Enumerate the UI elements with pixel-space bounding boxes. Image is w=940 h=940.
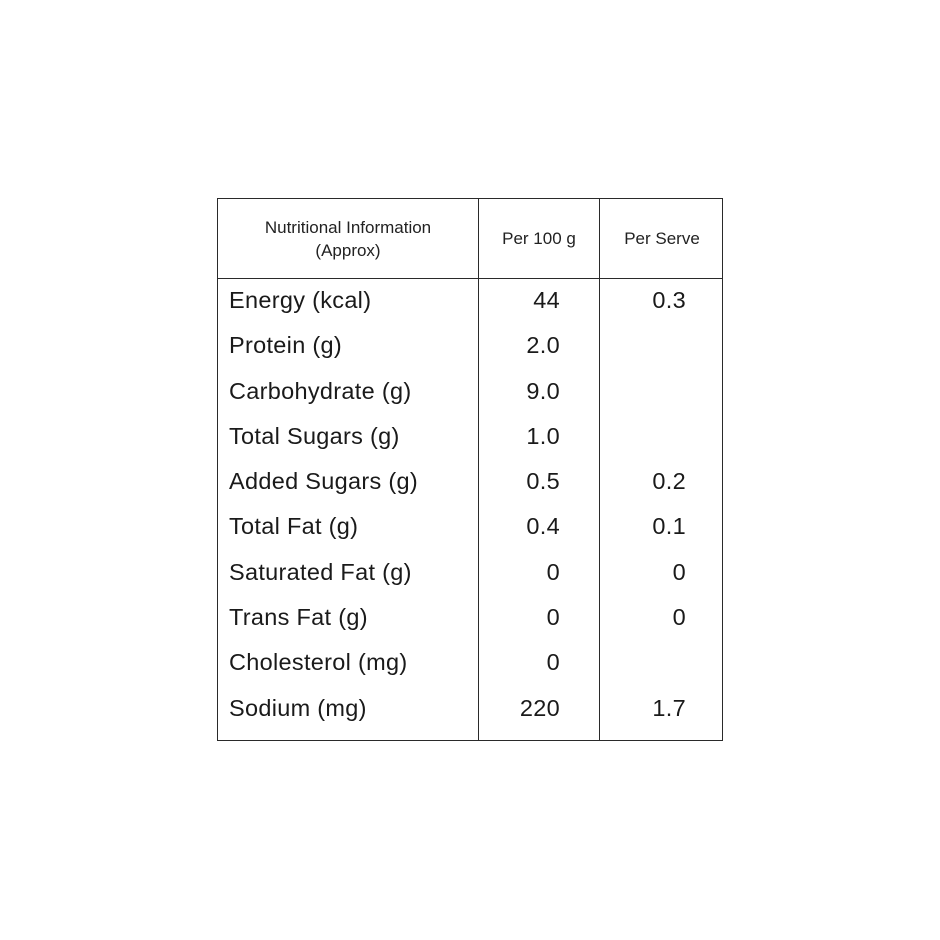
value-per-100g: 220 (519, 694, 560, 721)
value-per-100g: 9.0 (526, 377, 560, 404)
table-row (218, 687, 722, 732)
nutrient-name: Sodium (mg) (229, 694, 367, 721)
nutrient-name: Total Fat (g) (229, 513, 359, 540)
table-row (218, 551, 722, 596)
value-per-100g: 2.0 (526, 332, 560, 359)
table-row (218, 324, 722, 369)
value-per-100g: 44 (533, 287, 560, 313)
header-per-100g: Per 100 g (502, 229, 576, 248)
table-row (218, 415, 722, 460)
value-per-serve: 0.3 (652, 287, 686, 313)
nutrient-name: Cholesterol (mg) (229, 649, 408, 676)
value-per-serve: 1.7 (652, 694, 686, 721)
table-row (218, 641, 722, 686)
value-per-serve: 0.1 (652, 513, 686, 540)
header-nutrient-title: Nutritional Information (264, 217, 432, 237)
table-row (218, 370, 722, 415)
value-per-100g: 0.5 (526, 468, 560, 495)
value-per-serve: 0 (672, 604, 686, 631)
nutrient-name: Carbohydrate (g) (229, 377, 412, 404)
nutrient-name: Saturated Fat (g) (229, 558, 412, 585)
value-per-100g: 0.4 (526, 513, 560, 540)
nutrient-name: Trans Fat (g) (229, 604, 368, 631)
table-body (218, 279, 722, 732)
table-row (218, 596, 722, 641)
value-per-100g: 0 (546, 558, 560, 585)
table-row (218, 460, 722, 505)
nutrition-table (217, 198, 723, 741)
value-per-serve: 0 (672, 558, 686, 585)
header-per-serve: Per Serve (624, 229, 700, 248)
value-per-100g: 0 (546, 604, 560, 631)
header-nutrient-subtitle: (Approx) (315, 240, 381, 260)
table-row (218, 505, 722, 550)
value-per-serve: 0.2 (652, 468, 686, 495)
nutrient-name: Total Sugars (g) (229, 422, 400, 449)
value-per-100g: 0 (546, 649, 560, 676)
nutrient-name: Added Sugars (g) (229, 468, 418, 495)
table-row (218, 279, 722, 324)
value-per-100g: 1.0 (526, 422, 560, 449)
nutrient-name: Energy (kcal) (229, 287, 372, 313)
nutrient-name: Protein (g) (229, 332, 343, 359)
header-nutrient (218, 199, 478, 278)
